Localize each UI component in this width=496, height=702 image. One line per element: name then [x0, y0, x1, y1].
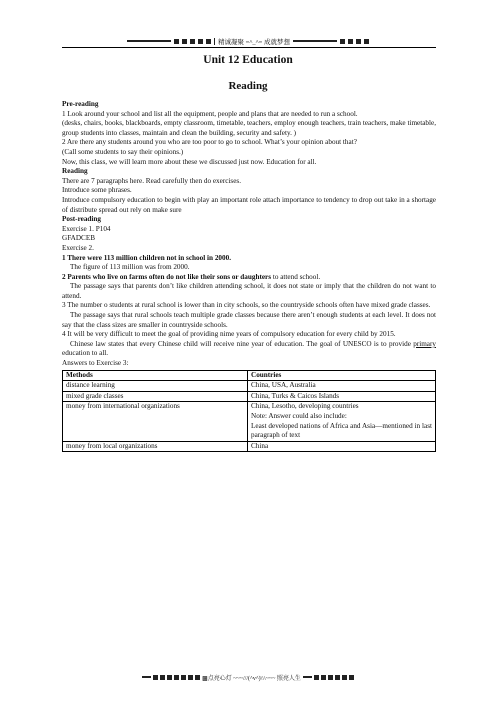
table-cell-note: Note: Answer could also include: — [251, 412, 347, 420]
footer-square — [328, 675, 333, 680]
section-title: Reading — [228, 80, 268, 92]
exercise-3-label: Answers to Exercise 3: — [62, 359, 129, 368]
header-square — [364, 39, 369, 44]
exercise-1-answer: GFADCEB — [62, 234, 96, 243]
pre-reading-question-1: 1 Look around your school and list all the equipment, people and plans that are needed to run a school. — [62, 109, 358, 118]
table-row — [63, 441, 436, 452]
header-square — [206, 39, 211, 44]
header-square — [190, 39, 195, 44]
reading-phrases-list: Introduce compulsory education to begin with play an important role attach importance to tendency to drop out take in a shortage of distribute spread out rely on make sure — [62, 195, 436, 214]
table-cell-countries: China, Turks & Caicos Islands — [248, 391, 436, 402]
statement-3-explanation: The passage says that rural schools teach multiple grade classes because there aren’t enough students at each level. It does not say that the class sizes are smaller in countryside schools. — [62, 311, 436, 329]
statement-4-explanation-a: Chinese law states that every Chinese child will receive nine year of education. The goal of UNESCO is to provide — [70, 339, 414, 348]
statement-4-explanation-b: education to all. — [62, 349, 109, 358]
table-row — [63, 391, 436, 402]
footer-square — [321, 675, 326, 680]
header-square — [182, 39, 187, 44]
table-row — [63, 402, 436, 441]
footer-dash — [142, 676, 151, 678]
header-square — [340, 39, 345, 44]
footer-square — [188, 675, 193, 680]
reading-heading: Reading — [62, 167, 88, 176]
footer-text: ▩点亮心灯 ~~~///(^v^)\\\~~~ 照亮人生 — [202, 675, 301, 682]
statement-2-rest: to attend school. — [271, 272, 321, 281]
footer-square — [153, 675, 158, 680]
table-header-methods: Methods — [63, 370, 248, 381]
statement-1: 1 There were 113 million children not in school in 2000. — [62, 253, 231, 262]
exercise-1-label: Exercise 1. P104 — [62, 224, 111, 233]
footer-square — [349, 675, 354, 680]
footer-square — [167, 675, 172, 680]
pre-reading-question-2: 2 Are there any students around you who are too poor to go to school. What’s your opinion about that? — [62, 138, 357, 147]
statement-1-explanation: The figure of 113 million was from 2000. — [70, 263, 190, 272]
table-cell-countries — [248, 402, 436, 441]
table-header-row — [63, 370, 436, 381]
table-cell-method: money from international organizations — [63, 402, 248, 441]
header-square — [348, 39, 353, 44]
header-separator — [214, 38, 215, 45]
header-square — [198, 39, 203, 44]
footer-square — [174, 675, 179, 680]
footer-square — [335, 675, 340, 680]
footer-square — [181, 675, 186, 680]
header-square — [356, 39, 361, 44]
table-cell-note-detail: Least developed nations of Africa and Asia—mentioned in last paragraph of text — [251, 421, 432, 440]
statement-4: 4 It will be very difficult to meet the goal of providing nime years of compulsory education for every child by 2015. — [62, 330, 396, 339]
statement-4-underlined-word: primary — [413, 339, 436, 348]
statement-2 — [62, 273, 436, 283]
header-square — [174, 39, 179, 44]
page-header — [118, 36, 378, 46]
document-title: Unit 12 Education — [203, 54, 293, 66]
statement-4-explanation — [62, 340, 436, 359]
table-row — [63, 381, 436, 392]
answers-table — [62, 370, 436, 453]
page-footer — [96, 672, 400, 682]
pre-reading-heading: Pre-reading — [62, 100, 99, 108]
exercise-2-label: Exercise 2. — [62, 243, 94, 252]
table-header-countries: Countries — [248, 370, 436, 381]
table-cell-countries: China — [248, 441, 436, 452]
statement-2-bold: 2 Parents who live on farms often do not like their sons or daughters — [62, 272, 272, 281]
table-cell-method: money from local organizations — [63, 441, 248, 452]
table-cell-countries: China, USA, Australia — [248, 381, 436, 392]
table-cell-countries-main: China, Lesotho, developing countries — [251, 402, 359, 411]
table-cell-method: distance learning — [63, 381, 248, 392]
footer-square — [342, 675, 347, 680]
footer-square — [314, 675, 319, 680]
footer-square — [195, 675, 200, 680]
pre-reading-transition: Now, this class, we will learn more about these we discussed just now. Education for all. — [62, 157, 317, 166]
table-cell-method: mixed grade classes — [63, 391, 248, 402]
reading-instruction: There are 7 paragraphs here. Read carefully then do exercises. — [62, 176, 241, 185]
footer-square — [160, 675, 165, 680]
header-rule-left — [127, 40, 171, 42]
document-body — [62, 100, 436, 452]
header-text: 精诚凝聚 =^_^= 成就梦想 — [218, 38, 290, 46]
reading-phrases-intro: Introduce some phrases. — [62, 186, 132, 195]
post-reading-heading: Post-reading — [62, 215, 101, 224]
header-underline — [62, 47, 436, 48]
pre-reading-answer-1: (desks, chairs, books, blackboards, empty classroom, timetable, teachers, employ enough teachers, train teachers, make timetable, group students into classes, maintain and clean the building, security and safety. ) — [62, 119, 436, 137]
header-rule-right — [293, 40, 337, 42]
statement-2-explanation: The passage says that parents don’t like children attending school, it does not state or imply that the children do not want to attend. — [62, 282, 436, 300]
pre-reading-note: (Call some students to say their opinions.) — [62, 147, 184, 156]
footer-dash — [303, 676, 312, 678]
statement-3: 3 The number o students at rural school is lower than in city schools, so the countryside schools often have mixed grade classes. — [62, 301, 431, 310]
